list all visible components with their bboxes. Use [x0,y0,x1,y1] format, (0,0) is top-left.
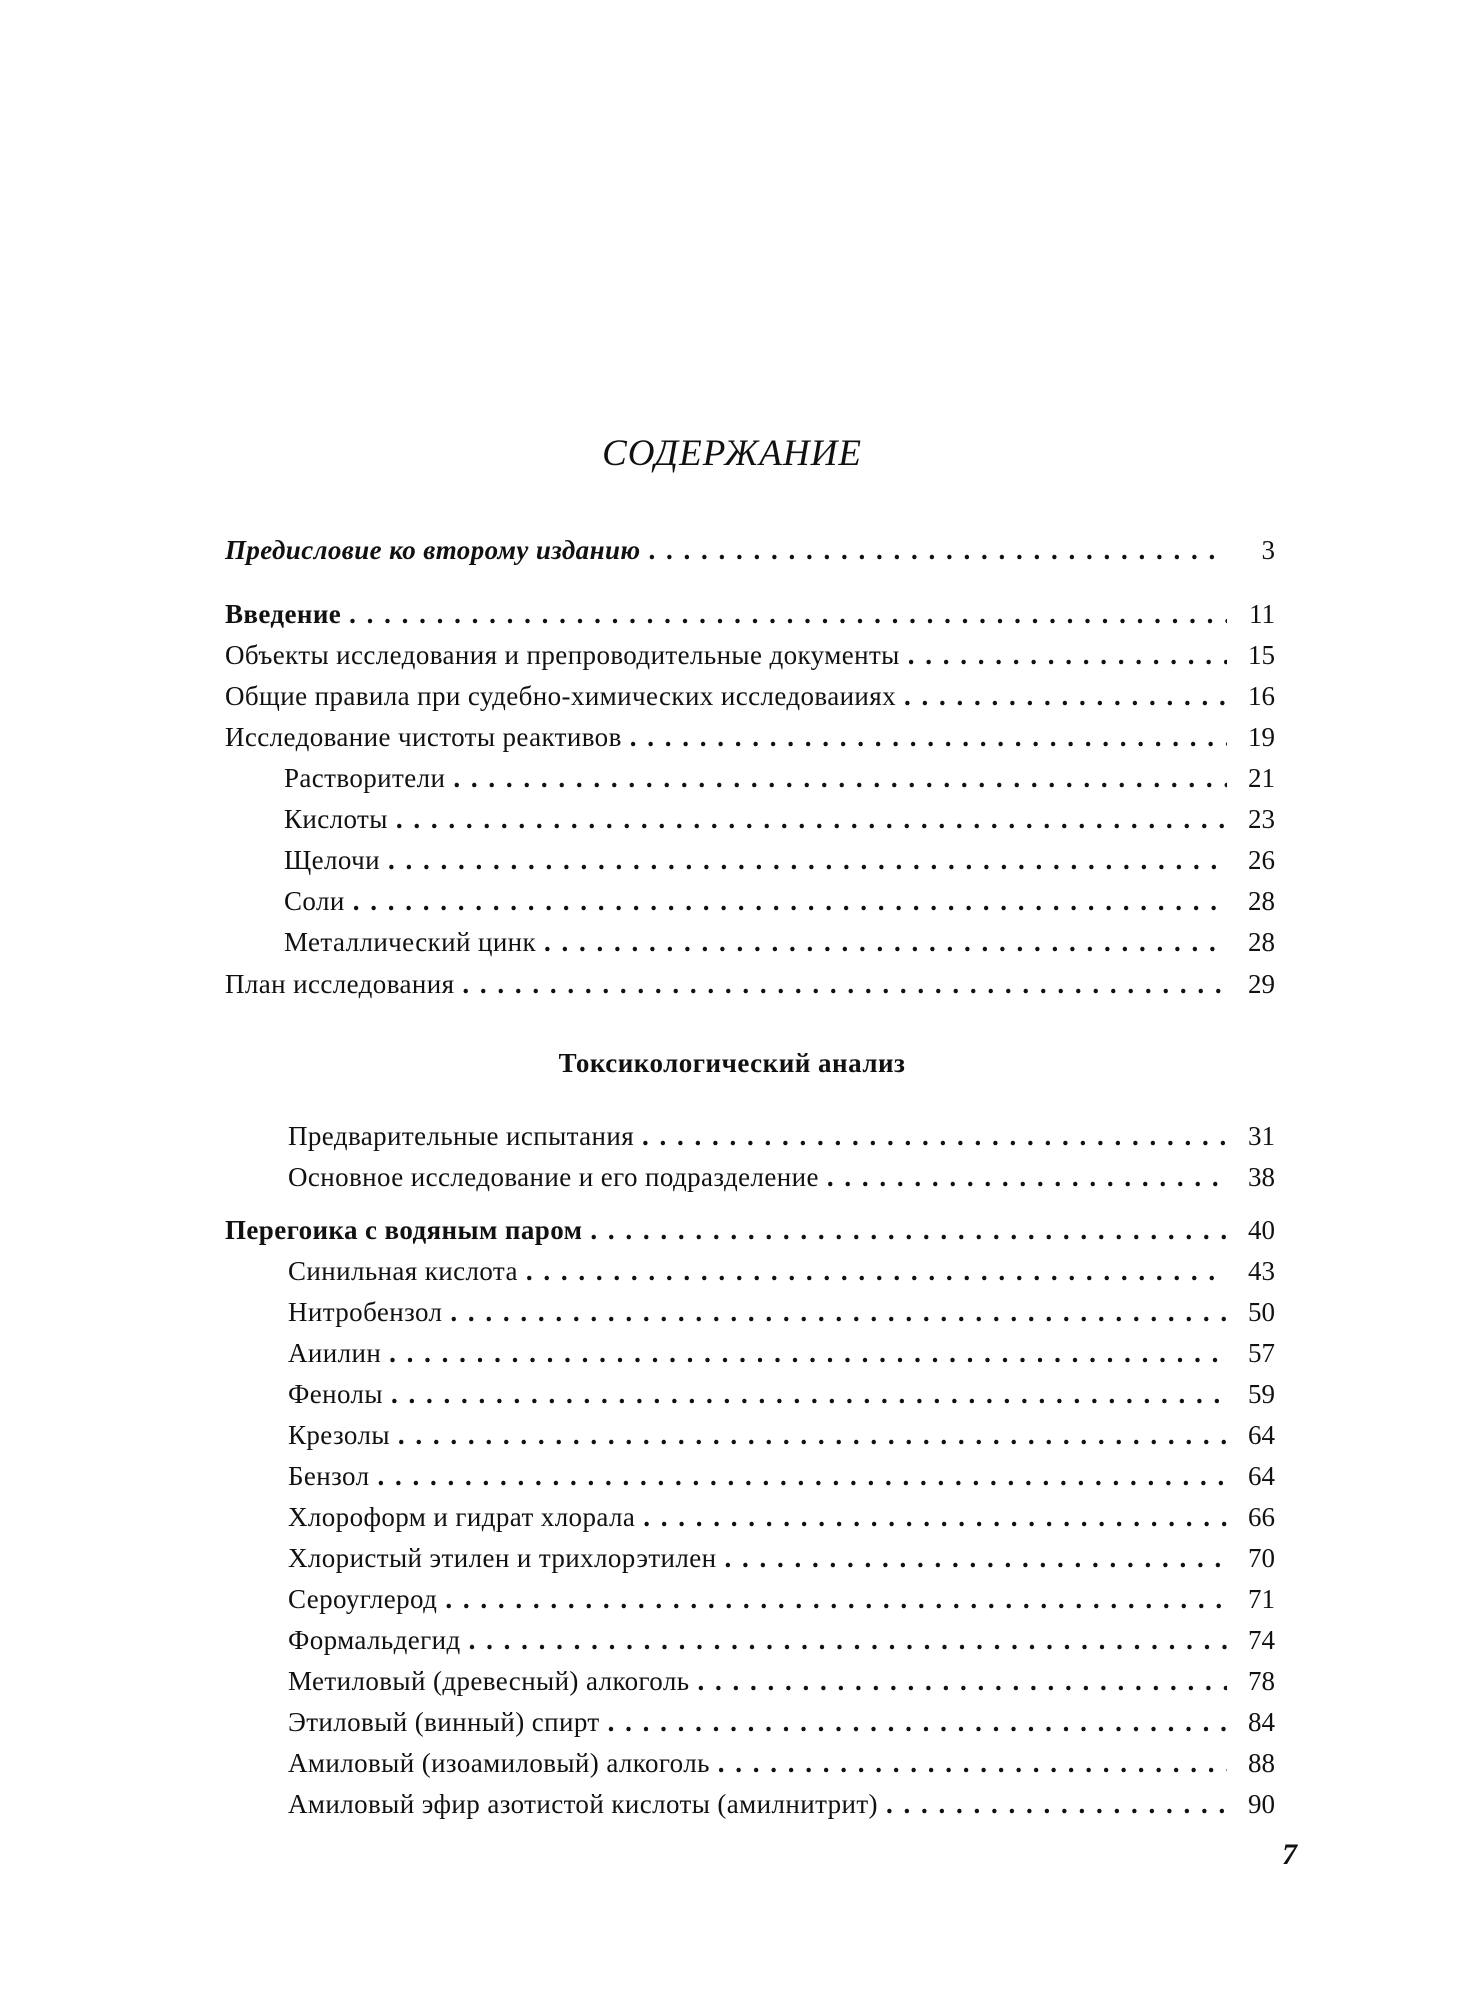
toc-entry-label: Крезолы [288,1420,390,1450]
toc-entry-page: 23 [1248,804,1275,834]
toc-entry-page: 71 [1248,1584,1275,1614]
toc-entry-label: Предварительные испытания [288,1121,635,1151]
toc-subentry [288,1118,1275,1154]
toc-entry-page: 50 [1248,1297,1275,1327]
toc-subentry [288,1335,1275,1371]
toc-subentry [288,1745,1275,1781]
dot-leader [643,1499,1227,1535]
dot-leader [827,1159,1227,1195]
toc-entry-page: 28 [1248,886,1275,916]
toc-entry-label: Объекты исследования и препроводительные документы [225,640,900,670]
toc-entry-label: Общие правила при судебно-химических исследоваииях [225,681,896,711]
toc-entry-page: 66 [1248,1502,1275,1532]
toc-subentry [284,842,1275,878]
toc-subentry [288,1540,1275,1576]
toc-entry-label: Бензол [288,1461,370,1491]
dot-leader [389,1335,1227,1371]
dot-leader [725,1540,1227,1576]
toc-entry-page: 28 [1248,927,1275,957]
toc-entry-label: Амиловый эфир азотистой кислоты (амилнитрит) [288,1789,878,1819]
toc-entry-preface [225,532,1275,568]
dot-leader [590,1212,1227,1248]
toc-entry [225,719,1275,755]
toc-subentry [288,1458,1275,1494]
toc-entry-label: Синильная кислота [288,1256,518,1286]
toc-entry-label: Фенолы [288,1379,383,1409]
toc-subentry [288,1253,1275,1289]
toc-subentry [284,883,1275,919]
dot-leader [462,966,1227,1002]
section-heading: Токсикологический анализ [558,1048,906,1078]
toc-entry-page: 74 [1248,1625,1275,1655]
toc-entry-label: Растворители [284,763,446,793]
dot-leader [718,1745,1227,1781]
toc-entry-page: 29 [1248,969,1275,999]
toc-subentry [284,801,1275,837]
toc-subentry [284,924,1275,960]
toc-entry-label: Щелочи [284,845,380,875]
toc-entry-label: Хлористый этилен и трихлорэтилен [288,1543,717,1573]
dot-leader [453,760,1227,796]
dot-leader [391,1376,1227,1412]
toc-subentry [288,1376,1275,1412]
toc-entry-page: 84 [1248,1707,1275,1737]
toc-subentry [288,1417,1275,1453]
toc-subentry [288,1663,1275,1699]
toc-entry-page: 19 [1248,722,1275,752]
dot-leader [642,1118,1227,1154]
toc-subentry [288,1581,1275,1617]
dot-leader [388,842,1227,878]
toc-subentry [288,1294,1275,1330]
dot-leader [608,1704,1227,1740]
toc-entry-page: 21 [1248,763,1275,793]
toc-entry-label: Хлороформ и гидрат хлорала [288,1502,636,1532]
toc-entry-page: 3 [1261,535,1275,565]
dot-leader [908,637,1227,673]
toc-entry-introduction [225,596,1275,632]
page-number: 7 [1282,1838,1297,1871]
toc-subentry [288,1786,1275,1822]
dot-leader [377,1458,1227,1494]
dot-leader [649,532,1228,568]
toc-entry-page: 16 [1248,681,1275,711]
toc-entry-label: Формальдегид [288,1625,461,1655]
toc-entry-page: 70 [1248,1543,1275,1573]
toc-subentry [288,1499,1275,1535]
toc-entry-page: 59 [1248,1379,1275,1409]
dot-leader [469,1622,1227,1658]
toc-entry-page: 64 [1248,1461,1275,1491]
toc-entry-page: 11 [1249,599,1275,629]
toc-subentry [284,760,1275,796]
toc-entry-page: 38 [1248,1162,1275,1192]
dot-leader [904,678,1227,714]
toc-entry-page: 57 [1248,1338,1275,1368]
toc-entry [225,966,1275,1002]
toc-entry-page: 26 [1248,845,1275,875]
toc-entry-label: Этиловый (винный) спирт [288,1707,600,1737]
toc-subentry [288,1159,1275,1195]
dot-leader [630,719,1227,755]
toc-entry-label: Основное исследование и его подразделение [288,1162,819,1192]
toc-entry-label: Введение [225,599,342,629]
dot-leader [353,883,1227,919]
toc-entry-label: Сероуглерод [288,1584,438,1614]
toc-entry-page: 31 [1248,1121,1275,1151]
toc-entry-label: Амиловый (изоамиловый) алкоголь [288,1748,710,1778]
toc-subentry [288,1704,1275,1740]
toc-entry-page: 78 [1248,1666,1275,1696]
toc-entry-label: Кислоты [284,804,388,834]
toc-entry-page: 90 [1248,1789,1275,1819]
toc-entry-distillation [225,1212,1275,1248]
dot-leader [886,1786,1227,1822]
toc-entry-label: Соли [284,886,345,916]
dot-leader [398,1417,1227,1453]
toc-entry-label: Предисловие ко второму изданию [225,535,641,565]
dot-leader [526,1253,1227,1289]
toc-entry-label: Исследование чистоты реактивов [225,722,622,752]
toc-subentry [288,1622,1275,1658]
toc-entry-label: Металлический цинк [284,927,537,957]
dot-leader [445,1581,1227,1617]
toc-entry-page: 64 [1248,1420,1275,1450]
toc-entry-page: 43 [1248,1256,1275,1286]
toc-entry-label: План исследования [225,969,455,999]
dot-leader [396,801,1227,837]
toc-entry-page: 40 [1248,1215,1275,1245]
toc-entry [225,637,1275,673]
page-title: СОДЕРЖАНИЕ [602,433,862,474]
toc-entry-label: Метиловый (древесный) алкоголь [288,1666,690,1696]
dot-leader [349,596,1227,632]
dot-leader [450,1294,1227,1330]
toc-entry-label: Нитробензол [288,1297,443,1327]
dot-leader [697,1663,1227,1699]
toc-entry-label: Аиилин [288,1338,382,1368]
toc-entry-label: Перегоика с водяным паром [225,1215,583,1245]
dot-leader [544,924,1227,960]
toc-entry [225,678,1275,714]
toc-entry-page: 15 [1248,640,1275,670]
toc-entry-page: 88 [1248,1748,1275,1778]
